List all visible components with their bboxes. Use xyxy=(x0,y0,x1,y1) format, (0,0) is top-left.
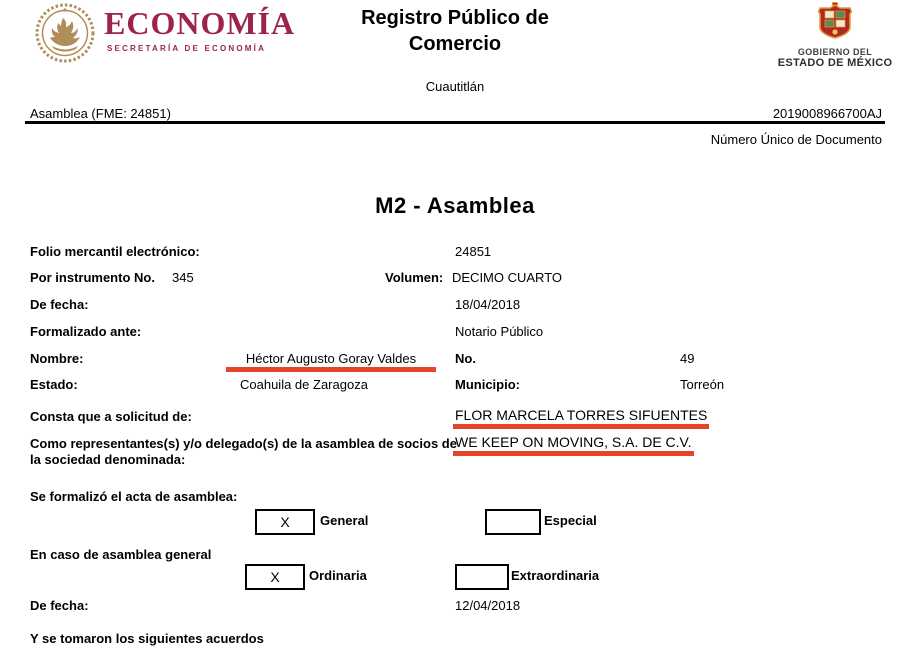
fecha-instrumento-value: 18/04/2018 xyxy=(455,297,521,312)
municipio-label: Municipio: xyxy=(455,377,520,392)
acta-label: Se formalizó el acta de asamblea: xyxy=(30,489,238,504)
instrumento-value: 345 xyxy=(172,270,194,285)
nombre-value: Héctor Augusto Goray Valdes xyxy=(226,351,436,372)
fecha-asamblea-label: De fecha: xyxy=(30,598,89,613)
checkbox-extraordinaria-label: Extraordinaria xyxy=(511,568,600,583)
volumen-label: Volumen: xyxy=(385,270,444,285)
office-city: Cuautitlán xyxy=(425,79,485,94)
checkbox-extraordinaria xyxy=(455,564,509,590)
registry-title: Registro Público de Comercio xyxy=(361,7,549,55)
checkbox-general-label: General xyxy=(320,513,369,528)
estado-de-mexico-shield-icon xyxy=(770,2,900,47)
checkbox-ordinaria-label: Ordinaria xyxy=(309,568,367,583)
numero-value: 49 xyxy=(680,351,695,366)
fecha-asamblea-value: 12/04/2018 xyxy=(455,598,521,613)
representantes-value: WE KEEP ON MOVING, S.A. DE C.V. xyxy=(453,434,694,456)
mexican-eagle-seal-icon xyxy=(28,2,102,64)
record-label: Asamblea (FME: 24851) xyxy=(30,106,171,121)
solicitud-value: FLOR MARCELA TORRES SIFUENTES xyxy=(453,407,709,429)
document-number: 2019008966700AJ xyxy=(772,106,882,121)
estado-value: Coahuila de Zaragoza xyxy=(240,377,368,392)
state-logo-line1: GOBIERNO DEL xyxy=(797,47,873,57)
checkbox-especial xyxy=(485,509,541,535)
economia-tagline: SECRETARÍA DE ECONOMÍA xyxy=(107,44,267,53)
municipio-value: Torreón xyxy=(680,377,725,392)
economia-wordmark: ECONOMÍA xyxy=(104,5,296,41)
form-title: M2 - Asamblea xyxy=(375,193,535,218)
representantes-label: Como representantes(s) y/o delegado(s) de la asamblea de socios de la sociedad denominada: xyxy=(30,436,457,467)
folio-value: 24851 xyxy=(455,244,492,259)
formalizado-label: Formalizado ante: xyxy=(30,324,142,339)
instrumento-label: Por instrumento No. xyxy=(30,270,155,285)
formalizado-value: Notario Público xyxy=(455,324,544,339)
checkbox-ordinaria: X xyxy=(245,564,305,590)
header-rule xyxy=(25,121,885,124)
solicitud-label: Consta que a solicitud de: xyxy=(30,409,192,424)
numero-label: No. xyxy=(455,351,476,366)
folio-label: Folio mercantil electrónico: xyxy=(30,244,200,259)
state-government-logo xyxy=(770,2,900,69)
state-logo-line2: ESTADO DE MÉXICO xyxy=(777,57,893,69)
estado-label: Estado: xyxy=(30,377,78,392)
volumen-value: DECIMO CUARTO xyxy=(452,270,563,285)
checkbox-general: X xyxy=(255,509,315,535)
acuerdos-heading: Y se tomaron los siguientes acuerdos xyxy=(30,631,264,646)
asamblea-general-label: En caso de asamblea general xyxy=(30,547,212,562)
checkbox-especial-label: Especial xyxy=(544,513,597,528)
document-number-caption: Número Único de Documento xyxy=(710,132,882,147)
nombre-label: Nombre: xyxy=(30,351,84,366)
fecha-instrumento-label: De fecha: xyxy=(30,297,89,312)
